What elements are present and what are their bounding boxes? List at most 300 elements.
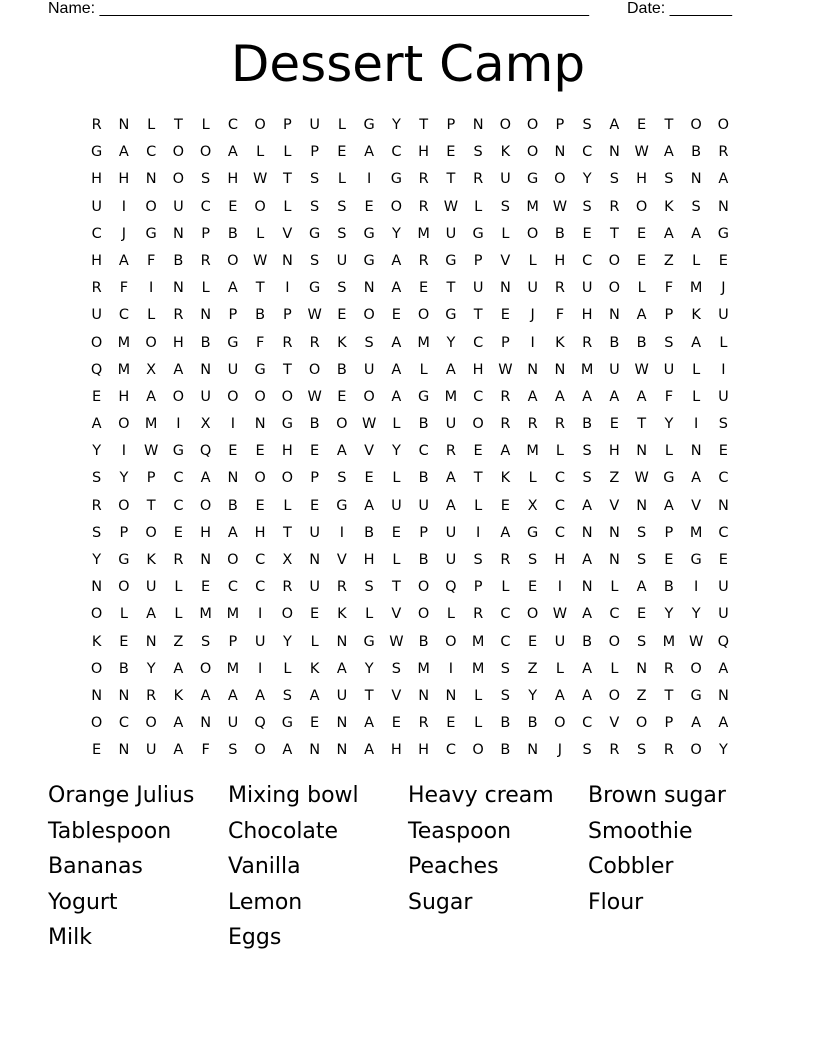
grid-letter: E bbox=[473, 443, 483, 460]
word-bank-item: Bananas bbox=[48, 854, 143, 880]
grid-letter: N bbox=[554, 361, 566, 378]
grid-letter: N bbox=[554, 144, 566, 161]
grid-letter: R bbox=[554, 280, 565, 297]
grid-letter: S bbox=[582, 117, 592, 133]
grid-letter: J bbox=[721, 280, 726, 297]
grid-letter: X bbox=[146, 361, 157, 378]
grid-letter: O bbox=[281, 388, 294, 405]
grid-letter: N bbox=[309, 552, 321, 568]
grid-letter: S bbox=[500, 660, 510, 677]
grid-letter: E bbox=[718, 552, 728, 568]
grid-letter: E bbox=[664, 552, 674, 568]
grid-letter: C bbox=[718, 470, 729, 487]
grid-letter: H bbox=[554, 252, 566, 269]
grid-letter: R bbox=[554, 416, 565, 433]
grid-letter: X bbox=[282, 552, 293, 568]
grid-letter: K bbox=[500, 470, 511, 487]
grid-letter: R bbox=[500, 416, 511, 433]
grid-letter: L bbox=[474, 687, 483, 704]
grid-letter: A bbox=[500, 443, 511, 460]
grid-letter: P bbox=[664, 307, 674, 324]
grid-letter: N bbox=[200, 715, 212, 732]
grid-letter: L bbox=[474, 497, 483, 514]
grid-letter: A bbox=[118, 252, 129, 269]
grid-letter: C bbox=[582, 144, 593, 161]
grid-letter: W bbox=[252, 252, 268, 269]
grid-letter: T bbox=[364, 687, 374, 704]
grid-letter: N bbox=[636, 497, 648, 514]
grid-letter: O bbox=[390, 198, 403, 215]
grid-letter: A bbox=[582, 552, 593, 568]
grid-letter: C bbox=[473, 334, 484, 351]
grid-letter: U bbox=[718, 579, 729, 596]
grid-letter: U bbox=[663, 361, 675, 378]
grid-letter: U bbox=[445, 416, 457, 433]
grid-letter: J bbox=[530, 307, 535, 324]
grid-letter: C bbox=[609, 606, 620, 623]
grid-letter: O bbox=[254, 198, 266, 215]
grid-letter: H bbox=[254, 524, 266, 541]
grid-letter: O bbox=[472, 742, 484, 759]
grid-letter: E bbox=[637, 252, 647, 269]
grid-letter: O bbox=[90, 606, 103, 623]
grid-letter: L bbox=[692, 388, 701, 405]
grid-letter: O bbox=[145, 715, 157, 732]
grid-letter: M bbox=[117, 361, 131, 378]
page-title: Dessert Camp bbox=[230, 35, 586, 93]
grid-letter: C bbox=[718, 524, 729, 541]
grid-letter: T bbox=[609, 225, 619, 242]
grid-letter: H bbox=[636, 171, 648, 188]
grid-letter: O bbox=[227, 388, 239, 405]
grid-letter: L bbox=[256, 144, 265, 161]
grid-letter: A bbox=[255, 687, 266, 704]
grid-letter: R bbox=[418, 715, 429, 732]
grid-letter: K bbox=[664, 198, 674, 215]
grid-letter: E bbox=[173, 524, 183, 541]
grid-letter: A bbox=[718, 171, 729, 188]
grid-letter: O bbox=[172, 171, 185, 188]
grid-letter: O bbox=[227, 252, 239, 269]
grid-letter: G bbox=[363, 225, 375, 242]
grid-letter: U bbox=[718, 606, 729, 623]
grid-letter: H bbox=[118, 388, 130, 405]
grid-letter: Y bbox=[691, 606, 701, 623]
grid-letter: I bbox=[257, 660, 263, 677]
grid-letter: N bbox=[636, 443, 648, 460]
grid-letter: U bbox=[309, 524, 320, 541]
date-field-label: Date: _______ bbox=[627, 0, 732, 17]
grid-letter: O bbox=[90, 660, 103, 677]
word-bank-item: Teaspoon bbox=[408, 818, 512, 844]
grid-letter: L bbox=[256, 225, 265, 242]
grid-letter: O bbox=[90, 715, 103, 732]
grid-letter: F bbox=[146, 252, 156, 269]
grid-letter: R bbox=[609, 742, 620, 759]
grid-letter: S bbox=[92, 524, 102, 541]
grid-letter: R bbox=[473, 606, 484, 623]
grid-letter: U bbox=[227, 361, 239, 378]
grid-letter: E bbox=[310, 497, 320, 514]
grid-letter: M bbox=[417, 225, 430, 242]
grid-letter: W bbox=[143, 443, 159, 460]
grid-letter: N bbox=[608, 552, 620, 568]
word-bank-item: Chocolate bbox=[228, 818, 339, 844]
grid-letter: G bbox=[527, 524, 539, 541]
grid-letter: S bbox=[201, 633, 211, 650]
grid-letter: I bbox=[148, 280, 154, 297]
grid-letter: R bbox=[91, 497, 102, 514]
grid-letter: T bbox=[282, 524, 292, 541]
grid-letter: T bbox=[664, 687, 674, 704]
grid-letter: O bbox=[254, 742, 266, 759]
grid-letter: L bbox=[119, 606, 128, 623]
grid-letter: W bbox=[634, 361, 649, 378]
grid-letter: N bbox=[717, 687, 729, 704]
grid-letter: M bbox=[417, 660, 430, 677]
grid-letter: O bbox=[199, 660, 212, 677]
grid-letter: C bbox=[118, 715, 129, 732]
grid-letter: U bbox=[91, 198, 102, 215]
grid-letter: O bbox=[118, 497, 130, 514]
grid-letter: S bbox=[473, 144, 483, 161]
grid-letter: A bbox=[146, 388, 157, 405]
grid-letter: N bbox=[200, 307, 212, 324]
grid-letter: T bbox=[391, 579, 401, 596]
grid-letter: P bbox=[283, 307, 292, 324]
grid-letter: U bbox=[500, 171, 511, 188]
grid-letter: E bbox=[310, 443, 320, 460]
grid-letter: F bbox=[664, 280, 674, 297]
grid-letter: P bbox=[283, 117, 292, 133]
grid-letter: I bbox=[448, 660, 454, 677]
grid-letter: C bbox=[255, 579, 266, 596]
grid-letter: S bbox=[92, 470, 102, 487]
grid-letter: O bbox=[145, 198, 157, 215]
grid-letter: T bbox=[173, 117, 183, 133]
grid-letter: O bbox=[526, 606, 539, 623]
grid-letter: P bbox=[501, 334, 510, 351]
grid-letter: C bbox=[173, 470, 184, 487]
grid-letter: O bbox=[690, 660, 702, 677]
grid-letter: S bbox=[337, 470, 347, 487]
name-field-label: Name: _______________________________________________________ bbox=[48, 0, 589, 17]
grid-letter: L bbox=[474, 198, 483, 215]
grid-letter: E bbox=[582, 225, 592, 242]
grid-letter: O bbox=[690, 742, 702, 759]
grid-letter: N bbox=[363, 280, 375, 297]
grid-letter: R bbox=[663, 660, 674, 677]
grid-letter: K bbox=[173, 687, 184, 704]
grid-letter: U bbox=[363, 361, 375, 378]
grid-letter: O bbox=[281, 470, 294, 487]
grid-letter: O bbox=[227, 552, 239, 568]
grid-letter: G bbox=[690, 687, 702, 704]
grid-letter: L bbox=[692, 361, 701, 378]
grid-letter: G bbox=[363, 633, 375, 650]
grid-letter: B bbox=[227, 225, 238, 242]
grid-letter: W bbox=[688, 633, 704, 650]
grid-letter: H bbox=[418, 144, 430, 161]
grid-letter: Y bbox=[446, 334, 456, 351]
word-bank-item: Smoothie bbox=[588, 818, 693, 844]
grid-letter: B bbox=[418, 552, 429, 568]
grid-letter: B bbox=[118, 660, 129, 677]
grid-letter: S bbox=[500, 198, 510, 215]
grid-letter: O bbox=[417, 579, 430, 596]
grid-letter: Y bbox=[282, 633, 292, 650]
grid-letter: A bbox=[609, 388, 620, 405]
grid-letter: N bbox=[499, 280, 511, 297]
grid-letter: B bbox=[582, 416, 593, 433]
grid-letter: F bbox=[255, 334, 265, 351]
grid-letter: T bbox=[473, 470, 483, 487]
grid-letter: N bbox=[227, 470, 239, 487]
grid-letter: S bbox=[582, 198, 592, 215]
grid-letter: G bbox=[472, 225, 484, 242]
grid-letter: Y bbox=[528, 687, 538, 704]
grid-letter: H bbox=[608, 443, 620, 460]
grid-letter: N bbox=[608, 524, 620, 541]
grid-letter: O bbox=[635, 198, 648, 215]
grid-letter: R bbox=[663, 742, 674, 759]
grid-letter: R bbox=[473, 171, 484, 188]
grid-letter: L bbox=[337, 171, 346, 188]
grid-letter: A bbox=[200, 687, 211, 704]
grid-letter: A bbox=[391, 280, 402, 297]
grid-letter: X bbox=[527, 497, 538, 514]
grid-letter: T bbox=[473, 307, 483, 324]
grid-letter: L bbox=[392, 552, 401, 568]
grid-letter: N bbox=[91, 579, 103, 596]
grid-letter: E bbox=[255, 443, 265, 460]
grid-letter: B bbox=[418, 470, 429, 487]
grid-letter: E bbox=[718, 252, 728, 269]
grid-letter: W bbox=[307, 307, 322, 324]
grid-letter: L bbox=[201, 280, 210, 297]
grid-letter: A bbox=[364, 144, 375, 161]
grid-letter: E bbox=[637, 606, 647, 623]
grid-letter: U bbox=[145, 742, 157, 759]
grid-letter: A bbox=[227, 524, 238, 541]
grid-letter: S bbox=[637, 633, 647, 650]
grid-letter: A bbox=[309, 687, 320, 704]
grid-letter: A bbox=[691, 715, 702, 732]
grid-letter: A bbox=[146, 606, 157, 623]
grid-letter: B bbox=[636, 334, 647, 351]
grid-letter: A bbox=[118, 144, 129, 161]
grid-letter: M bbox=[526, 198, 539, 215]
grid-letter: O bbox=[172, 388, 185, 405]
grid-letter: M bbox=[662, 633, 676, 650]
grid-letter: A bbox=[582, 606, 593, 623]
grid-letter: R bbox=[146, 687, 157, 704]
grid-letter: U bbox=[336, 687, 348, 704]
grid-letter: R bbox=[609, 198, 620, 215]
grid-letter: E bbox=[500, 497, 510, 514]
grid-letter: I bbox=[285, 280, 290, 297]
word-bank-item: Cobbler bbox=[588, 854, 674, 880]
grid-letter: A bbox=[391, 388, 402, 405]
grid-letter: W bbox=[634, 144, 649, 161]
grid-letter: Q bbox=[90, 361, 103, 378]
grid-letter: G bbox=[336, 497, 348, 514]
grid-letter: R bbox=[282, 579, 293, 596]
grid-letter: O bbox=[608, 633, 621, 650]
grid-letter: E bbox=[228, 443, 238, 460]
grid-letter: V bbox=[391, 687, 402, 704]
grid-letter: O bbox=[90, 334, 103, 351]
grid-letter: C bbox=[554, 524, 565, 541]
grid-letter: M bbox=[580, 361, 594, 378]
grid-letter: U bbox=[309, 117, 320, 133]
grid-letter: E bbox=[337, 307, 347, 324]
word-bank-item: Vanilla bbox=[228, 854, 301, 880]
grid-letter: B bbox=[582, 633, 593, 650]
grid-letter: O bbox=[363, 388, 375, 405]
grid-letter: R bbox=[282, 334, 293, 351]
grid-letter: A bbox=[391, 361, 402, 378]
grid-letter: K bbox=[91, 633, 102, 650]
grid-letter: I bbox=[693, 416, 699, 433]
grid-letter: N bbox=[527, 361, 539, 378]
grid-letter: E bbox=[637, 117, 647, 133]
grid-letter: M bbox=[444, 388, 458, 405]
grid-letter: C bbox=[554, 497, 565, 514]
grid-letter: A bbox=[527, 388, 538, 405]
grid-letter: O bbox=[690, 117, 702, 133]
grid-letter: J bbox=[121, 225, 127, 242]
grid-letter: I bbox=[557, 579, 563, 596]
grid-letter: O bbox=[145, 334, 157, 351]
grid-letter: A bbox=[391, 252, 402, 269]
grid-letter: E bbox=[364, 470, 374, 487]
grid-letter: C bbox=[500, 606, 511, 623]
grid-letter: S bbox=[637, 524, 647, 541]
grid-letter: E bbox=[255, 497, 265, 514]
grid-letter: T bbox=[446, 171, 456, 188]
grid-letter: N bbox=[336, 633, 348, 650]
grid-letter: L bbox=[446, 606, 455, 623]
grid-letter: H bbox=[418, 742, 430, 759]
grid-letter: S bbox=[718, 416, 728, 433]
grid-letter: Y bbox=[582, 171, 592, 188]
grid-letter: Y bbox=[664, 606, 674, 623]
grid-letter: N bbox=[336, 715, 348, 732]
letter-grid bbox=[83, 112, 737, 765]
grid-letter: C bbox=[445, 742, 456, 759]
grid-letter: H bbox=[91, 252, 103, 269]
grid-letter: G bbox=[418, 388, 430, 405]
grid-letter: B bbox=[200, 334, 211, 351]
grid-letter: N bbox=[281, 252, 293, 269]
grid-letter: I bbox=[176, 416, 181, 433]
grid-letter: L bbox=[474, 715, 483, 732]
grid-letter: V bbox=[609, 497, 620, 514]
grid-letter: U bbox=[718, 388, 729, 405]
grid-letter: L bbox=[337, 117, 346, 133]
grid-letter: U bbox=[445, 552, 457, 568]
grid-letter: S bbox=[310, 252, 320, 269]
grid-letter: O bbox=[417, 307, 430, 324]
grid-letter: B bbox=[336, 361, 347, 378]
grid-letter: A bbox=[445, 361, 456, 378]
grid-letter: H bbox=[472, 361, 484, 378]
grid-letter: L bbox=[664, 443, 673, 460]
grid-letter: H bbox=[390, 742, 402, 759]
grid-letter: K bbox=[337, 606, 347, 623]
grid-letter: E bbox=[201, 579, 211, 596]
grid-letter: U bbox=[145, 579, 157, 596]
grid-letter: O bbox=[554, 171, 566, 188]
grid-letter: S bbox=[637, 552, 647, 568]
grid-letter: O bbox=[336, 416, 348, 433]
grid-letter: Y bbox=[364, 660, 374, 677]
grid-letter: R bbox=[582, 334, 593, 351]
grid-letter: L bbox=[310, 633, 319, 650]
grid-letter: P bbox=[555, 117, 565, 133]
grid-letter: K bbox=[146, 552, 156, 568]
grid-letter: U bbox=[227, 715, 239, 732]
word-bank-item: Orange Julius bbox=[48, 783, 195, 808]
grid-letter: N bbox=[636, 660, 648, 677]
grid-letter: U bbox=[336, 252, 348, 269]
word-bank-item: Milk bbox=[48, 925, 92, 951]
grid-letter: Z bbox=[636, 687, 647, 704]
grid-letter: I bbox=[530, 334, 535, 351]
grid-letter: F bbox=[119, 280, 129, 297]
grid-letter: N bbox=[608, 307, 620, 324]
grid-letter: T bbox=[637, 416, 647, 433]
grid-letter: N bbox=[527, 742, 539, 759]
grid-letter: C bbox=[227, 579, 238, 596]
grid-letter: G bbox=[717, 225, 729, 242]
grid-letter: U bbox=[173, 198, 184, 215]
grid-letter: L bbox=[419, 361, 428, 378]
grid-letter: Y bbox=[119, 470, 129, 487]
grid-letter: L bbox=[555, 443, 564, 460]
grid-letter: Y bbox=[391, 443, 401, 460]
grid-letter: R bbox=[418, 198, 429, 215]
grid-letter: S bbox=[664, 334, 674, 351]
grid-letter: U bbox=[200, 388, 211, 405]
grid-letter: A bbox=[445, 470, 456, 487]
grid-letter: R bbox=[91, 117, 102, 133]
grid-letter: L bbox=[283, 144, 292, 161]
grid-letter: O bbox=[172, 144, 185, 161]
grid-letter: R bbox=[418, 252, 429, 269]
grid-letter: P bbox=[228, 633, 238, 650]
grid-letter: G bbox=[690, 552, 702, 568]
grid-letter: N bbox=[118, 742, 130, 759]
grid-letter: Q bbox=[717, 633, 730, 650]
grid-letter: H bbox=[554, 552, 566, 568]
grid-letter: L bbox=[283, 198, 292, 215]
grid-letter: S bbox=[582, 742, 592, 759]
grid-letter: A bbox=[336, 660, 347, 677]
grid-letter: E bbox=[310, 606, 320, 623]
grid-letter: O bbox=[254, 117, 266, 133]
grid-letter: B bbox=[418, 633, 429, 650]
grid-letter: Z bbox=[527, 660, 538, 677]
grid-letter: T bbox=[282, 361, 292, 378]
word-bank-item: Tablespoon bbox=[48, 818, 172, 844]
grid-letter: U bbox=[391, 497, 402, 514]
grid-letter: L bbox=[501, 225, 510, 242]
grid-letter: L bbox=[147, 117, 156, 133]
grid-letter: W bbox=[252, 171, 268, 188]
grid-letter: S bbox=[364, 334, 374, 351]
